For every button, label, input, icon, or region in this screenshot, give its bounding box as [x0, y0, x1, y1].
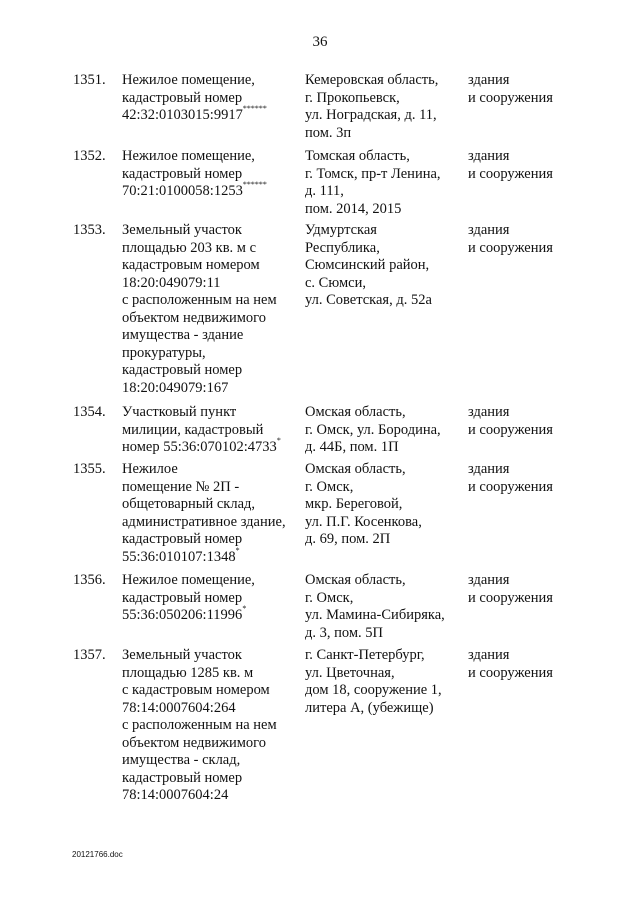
entry-description [122, 72, 306, 125]
entry-category: здания и сооружения [468, 572, 553, 606]
page-number: 36 [312, 34, 328, 50]
entry-address: Томская область, г. Томск, пр-т Ленина, д. 111, пом. 2014, 2015 [305, 148, 441, 217]
entry-category: здания и сооружения [468, 404, 553, 438]
entry-address: Кемеровская область, г. Прокопьевск, ул. Ноградская, д. 11, пом. 3п [305, 72, 439, 141]
entry-number: 1355. [73, 461, 106, 477]
entry-description-text: Нежилое помещение, кадастровый номер 70:21:0100058:1253 [122, 148, 255, 199]
entry-description-text: Нежилое помещение, кадастровый номер 55:36:050206:11996 [122, 572, 255, 623]
footnote-mark: * [276, 436, 281, 446]
entry-description [122, 148, 306, 201]
entry-number: 1353. [73, 222, 106, 238]
entry-category: здания и сооружения [468, 222, 553, 256]
entry-number: 1354. [73, 404, 106, 420]
entry-number: 1356. [73, 572, 106, 588]
entry-description [122, 461, 306, 566]
entry-category: здания и сооружения [468, 647, 553, 681]
entry-number: 1357. [73, 647, 106, 663]
entry-description-text: Земельный участок площадью 203 кв. м с кадастровым номером 18:20:049079:11 с расположенным на нем объектом недвижимого имущества - здание прокуратуры, кадастровый номер 18:20:049079:167 [122, 222, 277, 396]
entry-address: г. Санкт-Петербург, ул. Цветочная, дом 18, сооружение 1, литера А, (убежище) [305, 647, 442, 716]
footnote-mark: ****** [242, 104, 267, 114]
entry-description [122, 222, 306, 397]
entry-category: здания и сооружения [468, 148, 553, 182]
footnote-mark: ****** [242, 180, 267, 190]
footer-file-code: 20121766.doc [72, 850, 123, 859]
entry-description-text: Участковый пункт милиции, кадастровый номер 55:36:070102:4733 [122, 404, 277, 455]
entry-description-text: Земельный участок площадью 1285 кв. м с кадастровым номером 78:14:0007604:264 с расположенным на нем объектом недвижимого имущества - склад, кадастровый номер 78:14:0007604:24 [122, 647, 277, 803]
footnote-mark: * [235, 545, 240, 555]
entry-address: Удмуртская Республика, Сюмсинский район, с. Сюмси, ул. Советская, д. 52а [305, 222, 432, 308]
entry-number: 1351. [73, 72, 106, 88]
entry-address: Омская область, г. Омск, мкр. Береговой, ул. П.Г. Косенкова, д. 69, пом. 2П [305, 461, 422, 547]
entry-category: здания и сооружения [468, 461, 553, 495]
entry-category: здания и сооружения [468, 72, 553, 106]
entry-address: Омская область, г. Омск, ул. Мамина-Сибиряка, д. 3, пом. 5П [305, 572, 445, 641]
entry-description [122, 572, 306, 625]
entry-description-text: Нежилое помещение № 2П - общетоварный склад, административное здание, кадастровый номер 55:36:010107:1348 [122, 461, 286, 565]
entry-address: Омская область, г. Омск, ул. Бородина, д. 44Б, пом. 1П [305, 404, 441, 455]
entry-description [122, 647, 306, 805]
entry-description-text: Нежилое помещение, кадастровый номер 42:32:0103015:9917 [122, 72, 255, 123]
entry-description [122, 404, 306, 457]
footnote-mark: * [242, 604, 247, 614]
entry-number: 1352. [73, 148, 106, 164]
